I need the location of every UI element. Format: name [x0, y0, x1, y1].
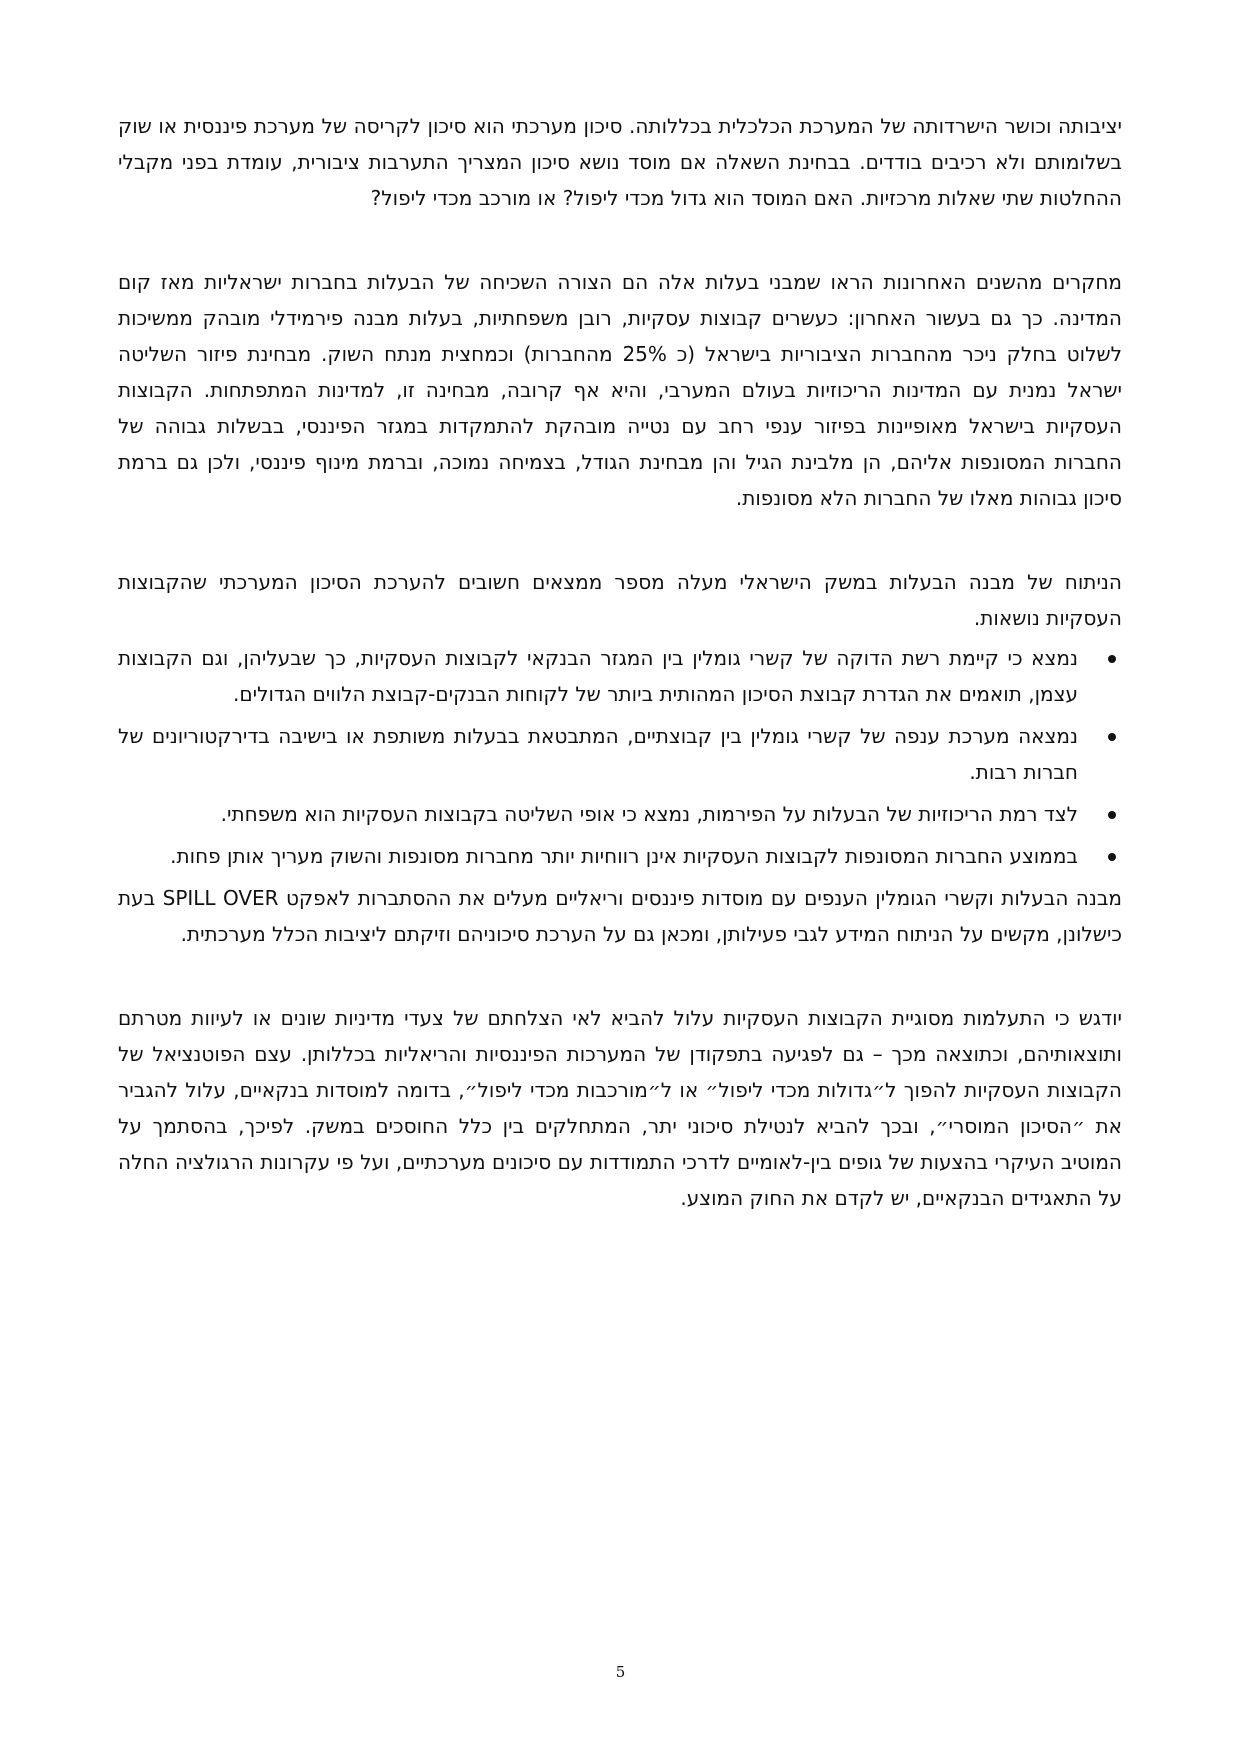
paragraph-conclusion: יודגש כי התעלמות מסוגיית הקבוצות העסקיות עלול להביא לאי הצלחתם של צעדי מדיניות שונים או לעיוות מטרתם ותוצאותיהם, וכתוצאה מכך – גם לפגיעה בתפקודן של המערכות הפיננסיות והריאליות בכללותן. עצם הפוטנציאל של הקבוצות העסקיות להפוך ל״גדולות מכדי ליפול״ או ל״מורכבות מכדי ליפול״, בדומה למוסדות בנקאיים, עלול להגביר את ״הסיכון המוסרי״, ובכך להביא לנטילת סיכוני יתר, המתחלקים בין כלל החוסכים במשק. לפיכך, בהסתמך על המוטיב העיקרי בהצעות של גופים בין-לאומיים לדרכי התמודדות עם סיכונים מערכתיים, ועל פי עקרונות הרגולציה החלה על התאגידים הבנקאיים, יש לקדם את החוק המוצע. [118, 1006, 1122, 1210]
page-number: 5 [615, 1663, 626, 1681]
finding-text: נמצא כי קיימת רשת הדוקה של קשרי גומלין בין המגזר הבנקאי לקבוצות העסקיות, כך שבעליהן, וגם הקבוצות עצמן, תואמים את הגדרת קבוצת הסיכון המהותית ביותר של לקוחות הבנקים-קבוצת הלווים הגדולים. [118, 646, 1078, 706]
list-item [118, 640, 1122, 712]
findings-list [118, 640, 1122, 874]
finding-text: נמצאה מערכת ענפה של קשרי גומלין בין קבוצתיים, המתבטאת בבעלות משותפת או בישיבה בדירקטוריונים של חברות רבות. [118, 724, 1078, 784]
finding-text: בממוצע החברות המסונפות לקבוצות העסקיות אינן רווחיות יותר מחברות מסונפות והשוק מעריך אותן פחות. [170, 844, 1078, 868]
paragraph-spillover: מבנה הבעלות וקשרי הגומלין הענפים עם מוסדות פיננסים וריאליים מעלים את ההסתברות לאפקט SPILL OVER בעת כישלונן, מקשים על הניתוח המידע לגבי פעילותן, ומכאן גם על הערכת סיכוניהם וזיקתם ליציבות הכלל מערכתית. [118, 886, 1122, 946]
list-item [118, 796, 1122, 832]
finding-text: לצד רמת הריכוזיות של הבעלות על הפירמות, נמצא כי אופי השליטה בקבוצות העסקיות הוא משפחתי. [220, 802, 1078, 826]
list-item [118, 838, 1122, 874]
bullet-icon [1108, 853, 1116, 861]
paragraph-ownership-research: מחקרים מהשנים האחרונות הראו שמבני בעלות אלה הם הצורה השכיחה של הבעלות בחברות ישראליות מאז קום המדינה. כך גם בעשור האחרון: כעשרים קבוצות עסקיות, רובן משפחתיות, בעלות מבנה פירמידלי מובהק ממשיכות לשלוט בחלק ניכר מהחברות הציבוריות בישראל (כ 25% מהחברות) וכמחצית מנתח השוק. מבחינת פיזור השליטה ישראל נמנית עם המדינות הריכוזיות בעולם המערבי, והיא אף קרובה, מבחינה זו, למדינות המתפתחות. הקבוצות העסקיות בישראל מאופיינות בפיזור ענפי רחב עם נטייה מובהקת להתמקדות במגזר הפיננסי, בבשלות גבוהה של החברות המסונפות אליהם, הן מלבינת הגיל והן מבחינת הגודל, בצמיחה נמוכה, וברמת מינוף פיננסי, ולכן גם ברמת סיכון גבוהות מאלו של החברות הלא מסונפות. [118, 270, 1123, 510]
paragraph-analysis-intro: הניתוח של מבנה הבעלות במשק הישראלי מעלה מספר ממצאים חשובים להערכת הסיכון המערכתי שהקבוצות העסקיות נושאות. [118, 570, 1122, 630]
document-body [118, 108, 1122, 1264]
list-item [118, 718, 1122, 790]
bullet-icon [1108, 733, 1116, 741]
bullet-icon [1108, 811, 1116, 819]
paragraph-systemic-risk: יציבותה וכושר הישרדותה של המערכת הכלכלית בכללותה. סיכון מערכתי הוא סיכון לקריסה של מערכת פיננסית או שוק בשלומותם ולא רכיבים בודדים. בבחינת השאלה אם מוסד נושא סיכון המצריך התערבות ציבורית, עומדת בפני מקבלי ההחלטות שתי שאלות מרכזיות. האם המוסד הוא גדול מכדי ליפול? או מורכב מכדי ליפול? [118, 114, 1122, 210]
bullet-icon [1108, 655, 1116, 663]
